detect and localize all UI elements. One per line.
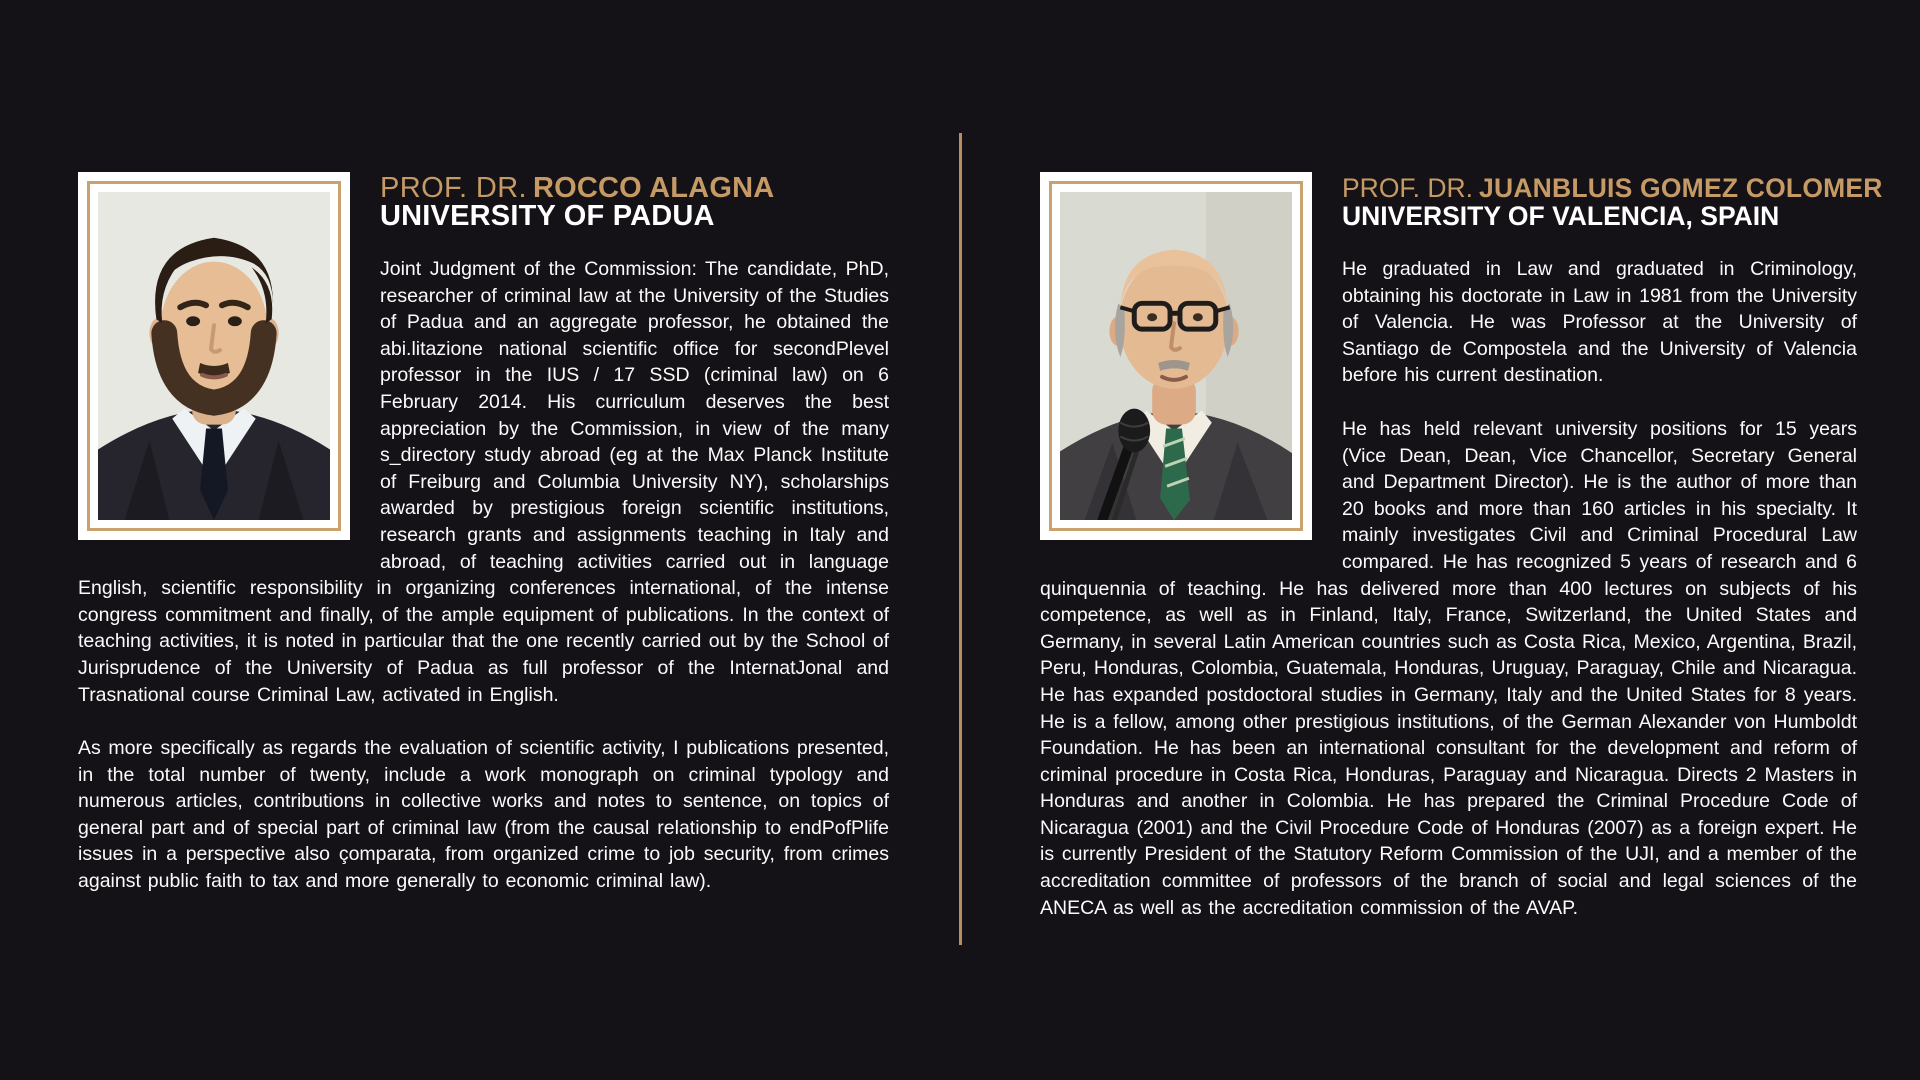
photo-frame-right: [1040, 172, 1312, 540]
portrait-juanbluis-gomez-colomer-photo: [1060, 192, 1292, 520]
title-prefix-right: PROF. DR.: [1342, 173, 1474, 203]
institution-right: UNIVERSITY OF VALENCIA, SPAIN: [1342, 201, 1780, 231]
bio-paragraph: He graduated in Law and graduated in Criminology, obtaining his doctorate in Law in 1981 from the University of Valencia. He was Professor at the University of Santiago de Compostela and the University of Valencia before his current destination.: [1342, 258, 1857, 387]
vertical-divider: [959, 133, 962, 945]
photo-inner-border-right: [1049, 181, 1303, 531]
institution-left: UNIVERSITY OF PADUA: [380, 200, 715, 232]
profile-juanbluis-gomez-colomer: [1040, 172, 1883, 921]
professor-name-right: JUANBLUIS GOMEZ COLOMER: [1479, 173, 1883, 203]
profile-rocco-alagna: [78, 172, 889, 895]
title-prefix-left: PROF. DR.: [380, 172, 527, 204]
bio-paragraph: He has held relevant university positions for 15 years (Vice Dean, Dean, Vice Chancellor, Secretary General and Department Director). He is the author of more than 20 books and more than 160 articles in his specialty. It mainly investigates Civil and Criminal Procedural Law compared. He has recognized 5 years of research and 6 quinquennia of teaching. He has delivered more than 400 lectures on subjects of his competence, as well as in Finland, Italy, France, Switzerland, the United States and Germany, in several Latin American countries such as Costa Rica, Mexico, Argentina, Brazil, Peru, Honduras, Colombia, Guatemala, Honduras, Uruguay, Paraguay, Chile and Nicaragua. He has expanded postdoctoral studies in Germany, Italy and the United States for 8 years. He is a fellow, among other prestigious institutions, of the German Alexander von Humboldt Foundation. He has been an international consultant for the development and reform of criminal procedure in Costa Rica, Honduras, Paraguay and Nicaragua. Directs 2 Masters in Honduras and another in Colombia. He has prepared the Criminal Procedure Code of Nicaragua (2001) and the Civil Procedure Code of Honduras (2007) as a foreign expert. He is currently President of the Statutory Reform Commission of the UJI, and a member of the accreditation committee of professors of the branch of social and legal sciences of the ANECA as well as the accreditation commission of the AVAP.: [1040, 417, 1857, 919]
portrait-rocco-alagna-photo: [98, 192, 330, 520]
professor-name-left: ROCCO ALAGNA: [533, 172, 775, 204]
bio-paragraph: As more specifically as regards the evaluation of scientific activity, I publications presented, in the total number of twenty, include a work monograph on criminal typology and numerous articles, contributions in collective works and notes to sentence, on topics of general part and of special part of criminal law (from the causal relationship to endPofPlife issues in a perspective also çomparata, from organized crime to job security, from crimes against public faith to tax and more generally to economic criminal law).: [78, 737, 889, 893]
photo-inner-border-left: [87, 181, 341, 531]
bio-paragraph: Joint Judgment of the Commission: The candidate, PhD, researcher of criminal law at the University of the Studies of Padua and an aggregate professor, he obtained the abi.litazione national scientific office for secondPlevel professor in the IUS / 17 SSD (criminal law) on 6 February 2014. His curriculum deserves the best appreciation by the Commission, in view of the many s_directory study abroad (eg at the Max Planck Institute of Freiburg and Columbia University NY), scholarships awarded by prestigious foreign scientific institutions, research grants and assignments teaching in Italy and abroad, of teaching activities carried out in language English, scientific responsibility in organizing conferences international, of the intense congress commitment and finally, of the ample equipment of publications. In the context of teaching activities, it is noted in particular that the one recently carried out by the School of Jurisprudence of the University of Padua as full professor of the InternatJonal and Trasnational course Criminal Law, activated in English.: [78, 258, 889, 706]
photo-frame-left: [78, 172, 350, 540]
